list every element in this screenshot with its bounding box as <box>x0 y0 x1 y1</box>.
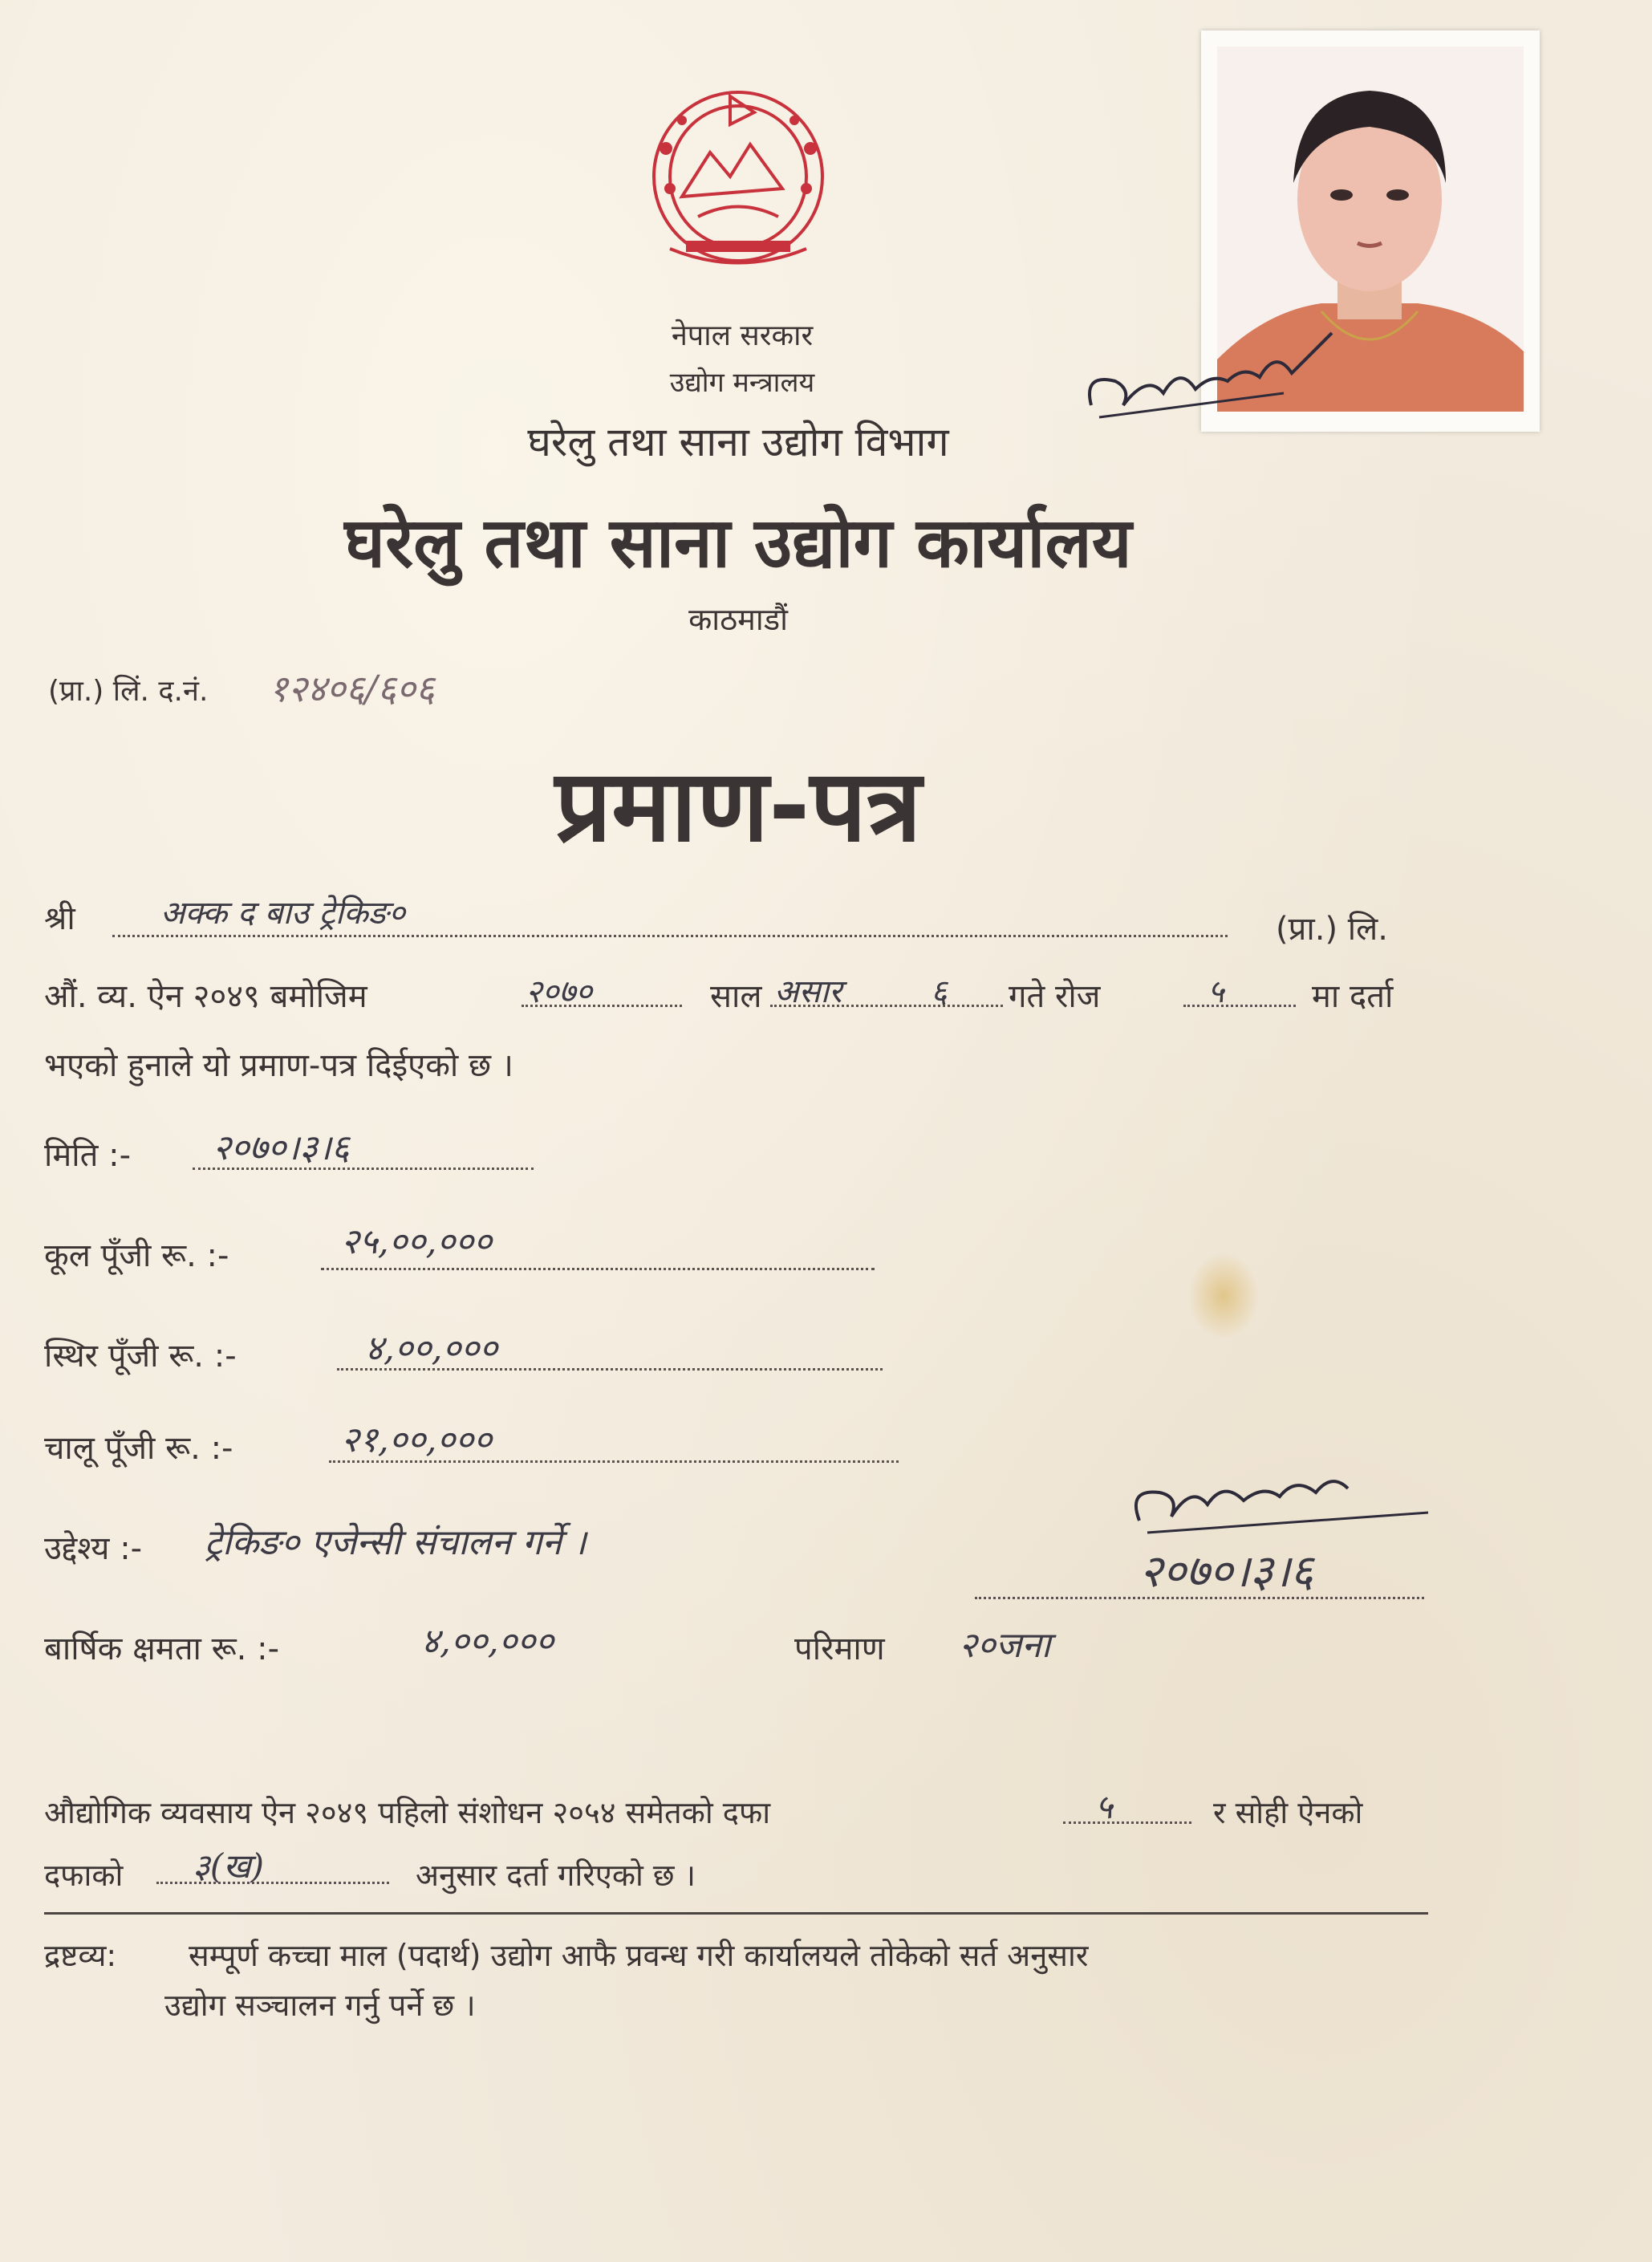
month-dotted-line <box>770 1005 1003 1007</box>
working-capital-label: चालू पूँजी रू. :- <box>44 1430 233 1467</box>
official-signature <box>1123 1456 1444 1545</box>
year-dotted-line <box>522 1005 682 1007</box>
reg-day: ६ <box>931 973 948 1010</box>
govt-name: नेपाल सरकार <box>671 319 814 352</box>
office-name: घरेलु तथा साना उद्योग कार्यालय <box>344 503 1132 583</box>
date-value: २०७०।३।६ <box>213 1127 350 1168</box>
shri-label: श्री <box>44 900 75 937</box>
act-reference: औं. व्य. ऐन २०४९ बमोजिम <box>44 978 367 1015</box>
note-label: द्रष्टव्य: <box>44 1938 117 1973</box>
quantity-value: २०जना <box>959 1625 1051 1666</box>
ministry-name: उद्योग मन्त्रालय <box>669 367 815 399</box>
date-dotted-line <box>193 1168 534 1170</box>
total-capital-value: २५,००,००० <box>341 1221 493 1262</box>
fixed-capital-value: ४,००,००० <box>365 1328 498 1369</box>
reg-year: २०७० <box>526 973 593 1010</box>
working-capital-dotted-line <box>329 1460 899 1463</box>
law-reference-line2: दफाको <box>44 1858 124 1893</box>
total-capital-label: कूल पूँजी रू. :- <box>44 1237 229 1274</box>
certificate-title: प्रमाण-पत्र <box>554 749 922 864</box>
annual-capacity-label: बार्षिक क्षमता रू. :- <box>44 1631 280 1667</box>
law-reference-line1: औद्योगिक व्यवसाय ऐन २०४९ पहिलो संशोधन २०५४ समेतको दफा <box>44 1795 771 1830</box>
objective-value: ट्रेकिङ० एजेन्सी संचालन गर्ने । <box>205 1522 587 1563</box>
note-line2: उद्योग सञ्चालन गर्नु पर्ने छ । <box>164 1988 476 2023</box>
company-dotted-line <box>112 935 1228 937</box>
gate-roj-label: गते रोज <box>1009 978 1101 1015</box>
law-subsection: ३(ख) <box>193 1846 264 1886</box>
saal-label: साल <box>710 978 762 1015</box>
reg-month: असार <box>774 973 842 1010</box>
total-capital-dotted-line <box>321 1268 875 1270</box>
note-divider <box>44 1912 1428 1915</box>
law-reference-conclusion: अनुसार दर्ता गरिएको छ । <box>416 1858 696 1893</box>
paper-stain <box>1187 1252 1260 1340</box>
ma-darta-label: मा दर्ता <box>1312 978 1394 1015</box>
signature-photo-mark <box>1075 317 1348 437</box>
signature-date: २०७०।३।६ <box>1139 1545 1314 1598</box>
weekday-dotted-line <box>1183 1005 1296 1007</box>
date-label: मिति :- <box>44 1137 132 1174</box>
company-name: अक्क द बाउ ट्रेकिङ० <box>160 895 406 932</box>
issuance-statement: भएको हुनाले यो प्रमाण-पत्र दिईएको छ । <box>44 1047 513 1084</box>
subsection-dotted-line <box>156 1882 389 1884</box>
pvt-ltd-label: (प्रा.) लि. <box>1276 911 1388 948</box>
reg-weekday: ५ <box>1208 973 1224 1010</box>
annual-capacity-value: ४,००,००० <box>421 1621 554 1662</box>
law-reference-tail: र सोही ऐनको <box>1213 1795 1363 1830</box>
section-dotted-line <box>1063 1821 1191 1824</box>
objective-label: उद्देश्य :- <box>44 1530 143 1567</box>
registration-label: (प्रा.) लिं. द.नं. <box>48 675 209 708</box>
law-section-number: ५ <box>1095 1787 1113 1826</box>
signature-line <box>975 1597 1424 1599</box>
registration-number: १२४०६/६०६ <box>269 667 435 710</box>
quantity-label: परिमाण <box>794 1631 885 1667</box>
fixed-capital-dotted-line <box>337 1368 883 1371</box>
office-city: काठमाडौं <box>688 602 788 637</box>
nepal-emblem-icon <box>622 76 854 277</box>
note-line1: सम्पूर्ण कच्चा माल (पदार्थ) उद्योग आफै प्रवन्ध गरी कार्यालयले तोकेको सर्त अनुसार <box>189 1938 1089 1973</box>
working-capital-value: २१,००,००० <box>341 1419 493 1460</box>
fixed-capital-label: स्थिर पूँजी रू. :- <box>44 1338 237 1375</box>
department-name: घरेलु तथा साना उद्योग विभाग <box>527 419 949 465</box>
